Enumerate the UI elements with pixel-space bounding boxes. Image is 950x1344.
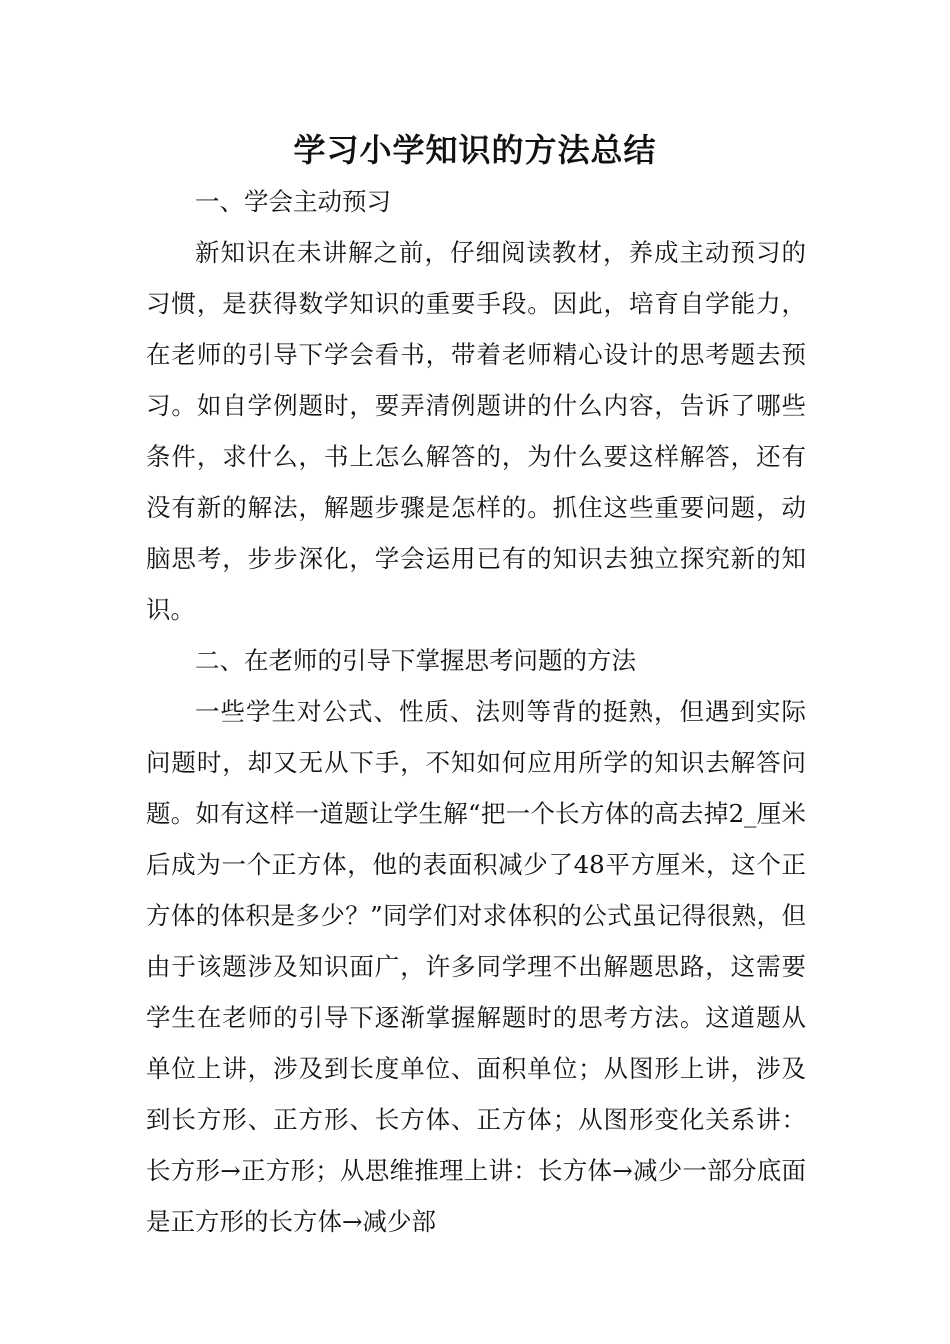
paragraph-1: 新知识在未讲解之前，仔细阅读教材，养成主动预习的习惯，是获得数学知识的重要手段。因此，培育自学能力，在老师的引导下学会看书，带着老师精心设计的思考题去预习。如自学例题时，要弄清例题讲的什么内容，告诉了哪些条件，求什么，书上怎么解答的，为什么要这样解答，还有没有新的解法，解题步骤是怎样的。抓住这些重要问题，动脑思考，步步深化，学会运用已有的知识去独立探究新的知识。	[146, 238, 806, 624]
paragraph-2: 一些学生对公式、性质、法则等背的挺熟，但遇到实际问题时，却又无从下手，不知如何应用所学的知识去解答问题。如有这样一道题让学生解“把一个长方体的高去掉2_厘米后成为一个正方体，他的表面积减少了48平方厘米，这个正方体的体积是多少？”同学们对求体积的公式虽记得很熟，但由于该题涉及知识面广，许多同学理不出解题思路，这需要学生在老师的引导下逐渐掌握解题时的思考方法。这道题从单位上讲，涉及到长度单位、面积单位；从图形上讲，涉及到长方形、正方形、长方体、正方体；从图形变化关系讲：长方形→正方形；从思维推理上讲：长方体→减少一部分底面是正方形的长方体→减少部	[146, 697, 806, 1236]
section-heading-2: 二、在老师的引导下掌握思考问题的方法	[195, 646, 636, 675]
document-body	[146, 176, 806, 1247]
document-title: 学习小学知识的方法总结	[293, 131, 657, 169]
section-heading-1: 一、学会主动预习	[195, 187, 391, 216]
